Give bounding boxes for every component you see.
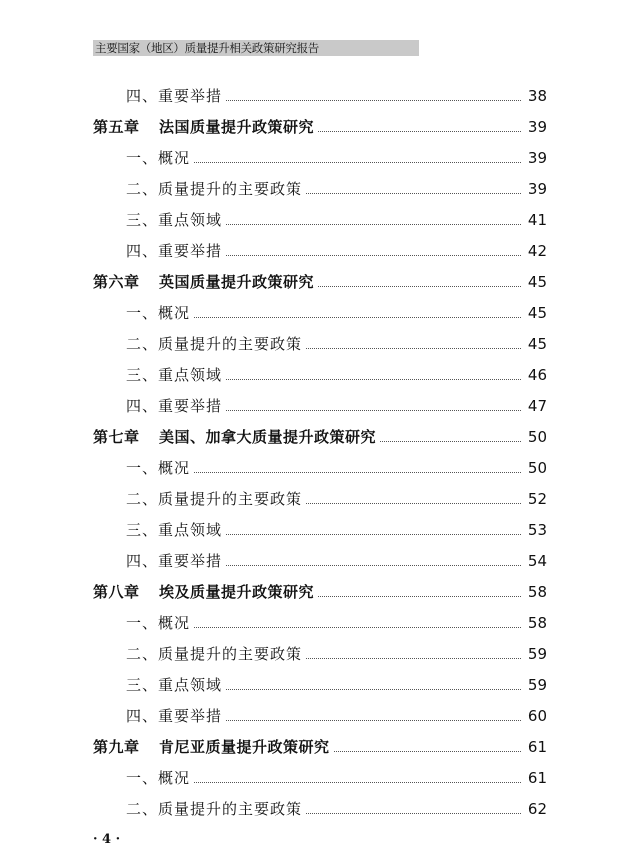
page-number: · 4 ·: [93, 832, 121, 847]
toc-page-number: 62: [527, 800, 547, 818]
toc-chapter-row[interactable]: [93, 577, 547, 608]
toc-entry-title: 三、重点领域: [126, 676, 223, 694]
dot-leader: [306, 348, 521, 349]
toc-entry-title: [93, 267, 314, 298]
dot-leader: [226, 379, 521, 380]
toc-entry-title: 四、重要举措: [126, 707, 223, 725]
toc-page-number: 61: [527, 738, 547, 756]
toc-page-number: 42: [527, 242, 547, 260]
toc-entry-title: [93, 422, 376, 453]
dot-leader: [306, 658, 521, 659]
toc-page-number: 53: [527, 521, 547, 539]
dot-leader: [194, 317, 521, 318]
toc-chapter-row[interactable]: [93, 422, 547, 453]
toc-page-number: 58: [527, 614, 547, 632]
toc-page-number: 52: [527, 490, 547, 508]
toc-section-row[interactable]: [126, 546, 547, 577]
dot-leader: [334, 751, 521, 752]
toc-page-number: 39: [527, 118, 547, 136]
toc-entry-title: 一、概况: [126, 614, 191, 632]
toc-section-row[interactable]: [126, 608, 547, 639]
toc-page-number: 54: [527, 552, 547, 570]
toc-section-row[interactable]: [126, 391, 547, 422]
chapter-number: 第九章: [93, 738, 140, 756]
toc-section-row[interactable]: [126, 236, 547, 267]
dot-leader: [226, 255, 521, 256]
toc-page-number: 59: [527, 676, 547, 694]
running-header: [93, 40, 419, 56]
toc-page-number: 60: [527, 707, 547, 725]
toc-entry-title: 四、重要举措: [126, 552, 223, 570]
toc-entry-title: 三、重点领域: [126, 211, 223, 229]
toc-section-row[interactable]: [126, 670, 547, 701]
toc-entry-title: 二、质量提升的主要政策: [126, 180, 303, 198]
dot-leader: [306, 193, 521, 194]
dot-leader: [194, 627, 521, 628]
toc-entry-title: 一、概况: [126, 304, 191, 322]
chapter-number: 第七章: [93, 428, 140, 446]
toc-page-number: 50: [527, 428, 547, 446]
toc-page-number: 59: [527, 645, 547, 663]
toc-chapter-row[interactable]: [93, 267, 547, 298]
chapter-title: 美国、加拿大质量提升政策研究: [159, 428, 377, 446]
header-title: 主要国家（地区）质量提升相关政策研究报告: [95, 41, 319, 55]
toc-entry-title: 二、质量提升的主要政策: [126, 645, 303, 663]
toc-entry-title: 三、重点领域: [126, 366, 223, 384]
toc-page-number: 39: [527, 180, 547, 198]
toc-section-row[interactable]: [126, 81, 547, 112]
toc-entry-title: 一、概况: [126, 149, 191, 167]
dot-leader: [318, 131, 521, 132]
dot-leader: [318, 596, 521, 597]
toc-page-number: 47: [527, 397, 547, 415]
toc-page-number: 39: [527, 149, 547, 167]
toc-section-row[interactable]: [126, 639, 547, 670]
toc-page-number: 45: [527, 304, 547, 322]
dot-leader: [306, 503, 521, 504]
toc-section-row[interactable]: [126, 484, 547, 515]
toc-entry-title: 一、概况: [126, 459, 191, 477]
dot-leader: [226, 565, 521, 566]
toc-chapter-row[interactable]: [93, 732, 547, 763]
toc-entry-title: 一、概况: [126, 769, 191, 787]
toc-page-number: 50: [527, 459, 547, 477]
toc-entry-title: 四、重要举措: [126, 87, 223, 105]
toc-page-number: 45: [527, 273, 547, 291]
chapter-number: 第五章: [93, 118, 140, 136]
table-of-contents: [0, 81, 634, 825]
toc-entry-title: 二、质量提升的主要政策: [126, 335, 303, 353]
toc-entry-title: [93, 732, 330, 763]
dot-leader: [306, 813, 521, 814]
toc-entry-title: 四、重要举措: [126, 397, 223, 415]
toc-entry-title: [93, 577, 314, 608]
dot-leader: [226, 720, 521, 721]
toc-section-row[interactable]: [126, 205, 547, 236]
toc-section-row[interactable]: [126, 453, 547, 484]
dot-leader: [194, 472, 521, 473]
toc-entry-title: 二、质量提升的主要政策: [126, 800, 303, 818]
toc-section-row[interactable]: [126, 143, 547, 174]
dot-leader: [194, 162, 521, 163]
toc-entry-title: 四、重要举措: [126, 242, 223, 260]
toc-entry-title: 三、重点领域: [126, 521, 223, 539]
toc-page-number: 38: [527, 87, 547, 105]
dot-leader: [226, 224, 521, 225]
toc-entry-title: [93, 112, 314, 143]
toc-entry-title: 二、质量提升的主要政策: [126, 490, 303, 508]
toc-page-number: 46: [527, 366, 547, 384]
toc-page-number: 45: [527, 335, 547, 353]
chapter-number: 第八章: [93, 583, 140, 601]
toc-section-row[interactable]: [126, 298, 547, 329]
toc-section-row[interactable]: [126, 174, 547, 205]
toc-chapter-row[interactable]: [93, 112, 547, 143]
dot-leader: [226, 100, 521, 101]
dot-leader: [226, 410, 521, 411]
toc-section-row[interactable]: [126, 360, 547, 391]
toc-page-number: 61: [527, 769, 547, 787]
dot-leader: [318, 286, 521, 287]
chapter-title: 法国质量提升政策研究: [159, 118, 315, 136]
toc-section-row[interactable]: [126, 763, 547, 794]
chapter-title: 英国质量提升政策研究: [159, 273, 315, 291]
toc-page-number: 58: [527, 583, 547, 601]
toc-section-row[interactable]: [126, 515, 547, 546]
chapter-number: 第六章: [93, 273, 140, 291]
toc-section-row[interactable]: [126, 701, 547, 732]
chapter-title: 埃及质量提升政策研究: [159, 583, 315, 601]
dot-leader: [226, 689, 521, 690]
dot-leader: [226, 534, 521, 535]
dot-leader: [194, 782, 521, 783]
chapter-title: 肯尼亚质量提升政策研究: [159, 738, 330, 756]
dot-leader: [380, 441, 521, 442]
toc-section-row[interactable]: [126, 329, 547, 360]
toc-section-row[interactable]: [126, 794, 547, 825]
toc-page-number: 41: [527, 211, 547, 229]
